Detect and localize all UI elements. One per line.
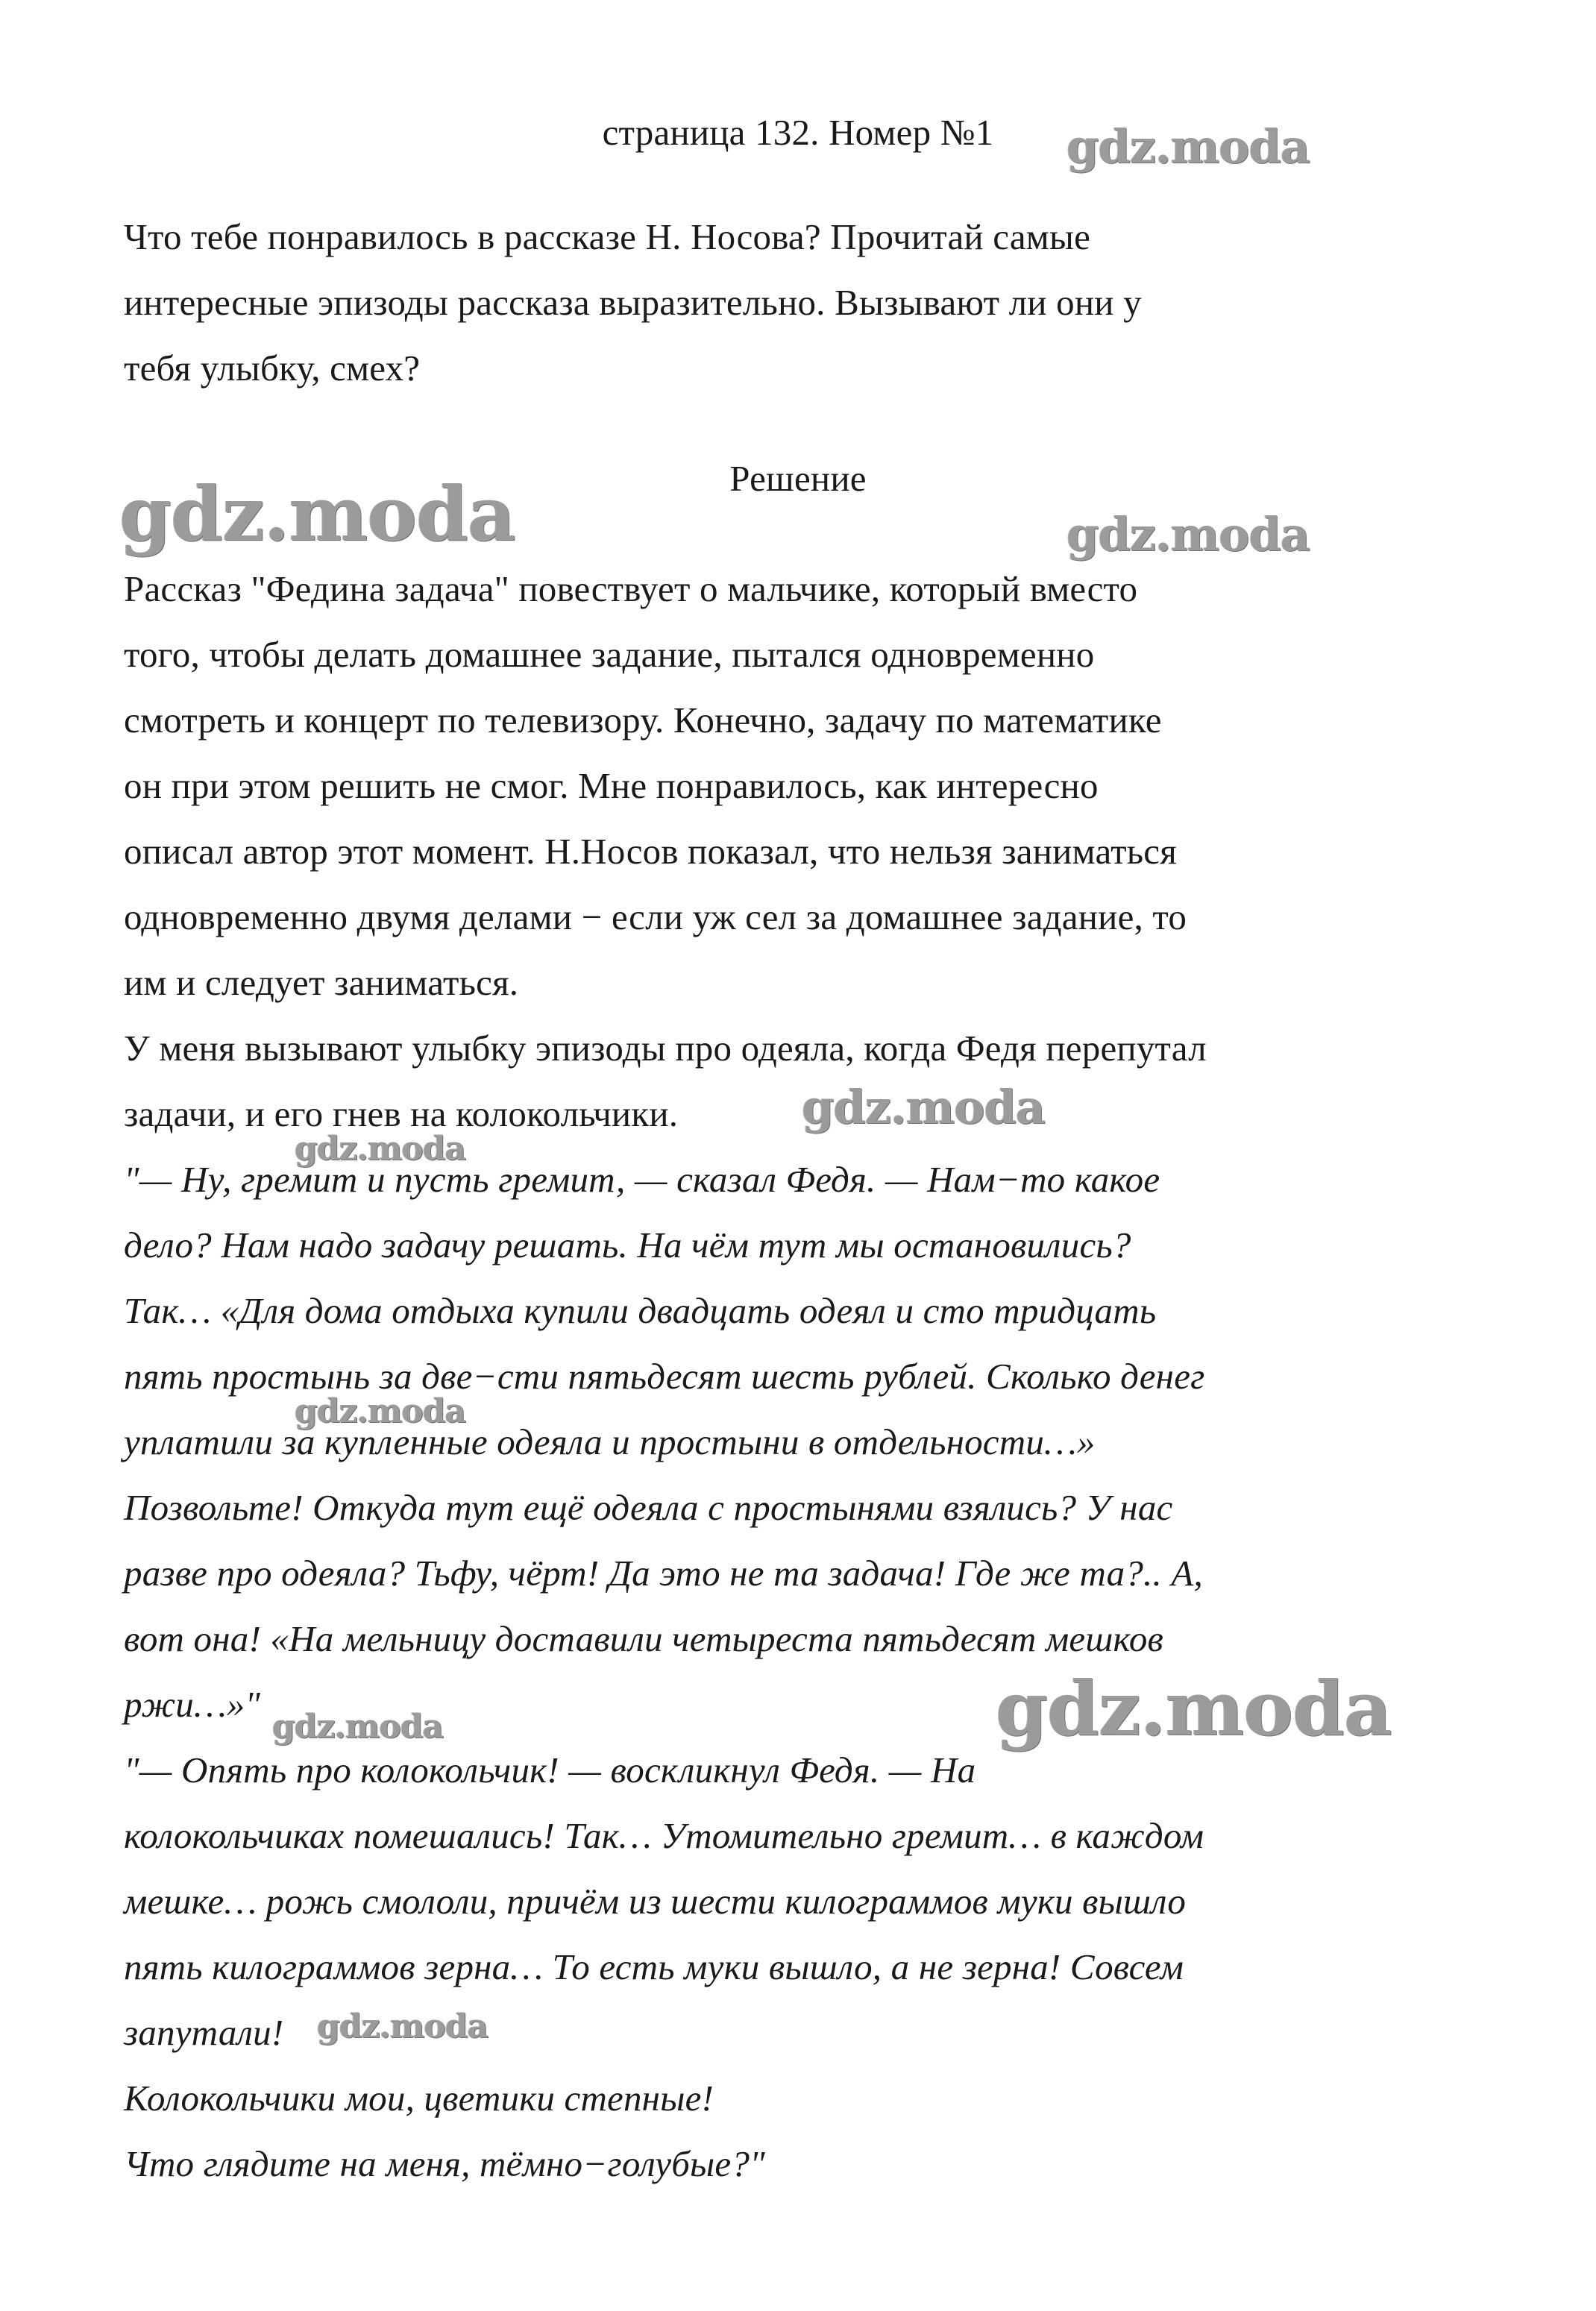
question-line: тебя улыбку, смех? <box>124 348 421 389</box>
watermark-logo: gdz.moda <box>272 1708 444 1746</box>
question-line: Что тебе понравилось в рассказе Н. Носова? Прочитай самые <box>124 216 1091 257</box>
solution-heading: Решение <box>729 458 867 499</box>
quote-line: дело? Нам надо задачу решать. На чём тут мы остановились? <box>124 1224 1131 1265</box>
watermark-logo: gdz.moda <box>295 1130 466 1168</box>
quote-line: пять килограммов зерна… То есть муки вышло, а не зерна! Совсем <box>124 1946 1184 1987</box>
solution-line: У меня вызывают улыбку эпизоды про одеяла, когда Федя перепутал <box>124 1028 1207 1069</box>
solution-line: описал автор этот момент. Н.Носов показал, что нельзя заниматься <box>124 831 1177 872</box>
quote-line: "— Опять про колокольчик! — воскликнул Федя. — На <box>124 1749 976 1790</box>
quote-line: Позвольте! Откуда тут ещё одеяла с простынями взялись? У нас <box>124 1487 1173 1528</box>
solution-line: одновременно двумя делами − если уж сел за домашнее задание, то <box>124 896 1187 937</box>
solution-line: того, чтобы делать домашнее задание, пытался одновременно <box>124 634 1095 675</box>
quote-line: запутали! <box>124 2012 284 2053</box>
quote-line: "— Ну, гремит и пусть гремит, — сказал Федя. — Нам−то какое <box>124 1159 1160 1200</box>
solution-line: им и следует заниматься. <box>124 962 519 1003</box>
watermark-logo: gdz.moda <box>996 1664 1392 1752</box>
quote-line: пять простынь за две−сти пятьдесят шесть рублей. Сколько денег <box>124 1356 1205 1397</box>
quote-line: Колокольчики мои, цветики степные! <box>124 2078 714 2119</box>
quote-line: разве про одеяла? Тьфу, чёрт! Да это не та задача! Где же та?.. А, <box>124 1553 1203 1594</box>
solution-line: задачи, и его гнев на колокольчики. <box>124 1093 679 1134</box>
quote-line: колокольчиках помешались! Так… Утомительно гремит… в каждом <box>124 1815 1204 1856</box>
quote-line: вот она! «На мельницу доставили четыреста пятьдесят мешков <box>124 1618 1163 1659</box>
page-title: страница 132. Номер №1 <box>602 112 994 153</box>
solution-line: смотреть и концерт по телевизору. Конечно, задачу по математике <box>124 699 1162 741</box>
watermark-logo: gdz.moda <box>802 1080 1045 1134</box>
quote-line: Что глядите на меня, тёмно−голубые?" <box>124 2143 765 2184</box>
quote-line: мешке… рожь смололи, причём из шести килограммов муки вышло <box>124 1881 1187 1922</box>
solution-line: Рассказ "Федина задача" повествует о мальчике, который вместо <box>124 568 1138 609</box>
quote-line: уплатили за купленные одеяла и простыни в отдельности…» <box>124 1421 1096 1462</box>
watermark-logo: gdz.moda <box>1066 119 1310 174</box>
quote-line: Так… «Для дома отдыха купили двадцать одеял и сто тридцать <box>124 1290 1157 1331</box>
question-line: интересные эпизоды рассказа выразительно. Вызывают ли они у <box>124 282 1142 323</box>
watermark-logo: gdz.moda <box>119 470 515 558</box>
solution-line: он при этом решить не смог. Мне понравилось, как интересно <box>124 765 1099 806</box>
quote-line: ржи…»" <box>124 1684 261 1725</box>
watermark-logo: gdz.moda <box>295 1392 466 1430</box>
watermark-logo: gdz.moda <box>1066 507 1310 562</box>
watermark-logo: gdz.moda <box>317 2007 488 2046</box>
